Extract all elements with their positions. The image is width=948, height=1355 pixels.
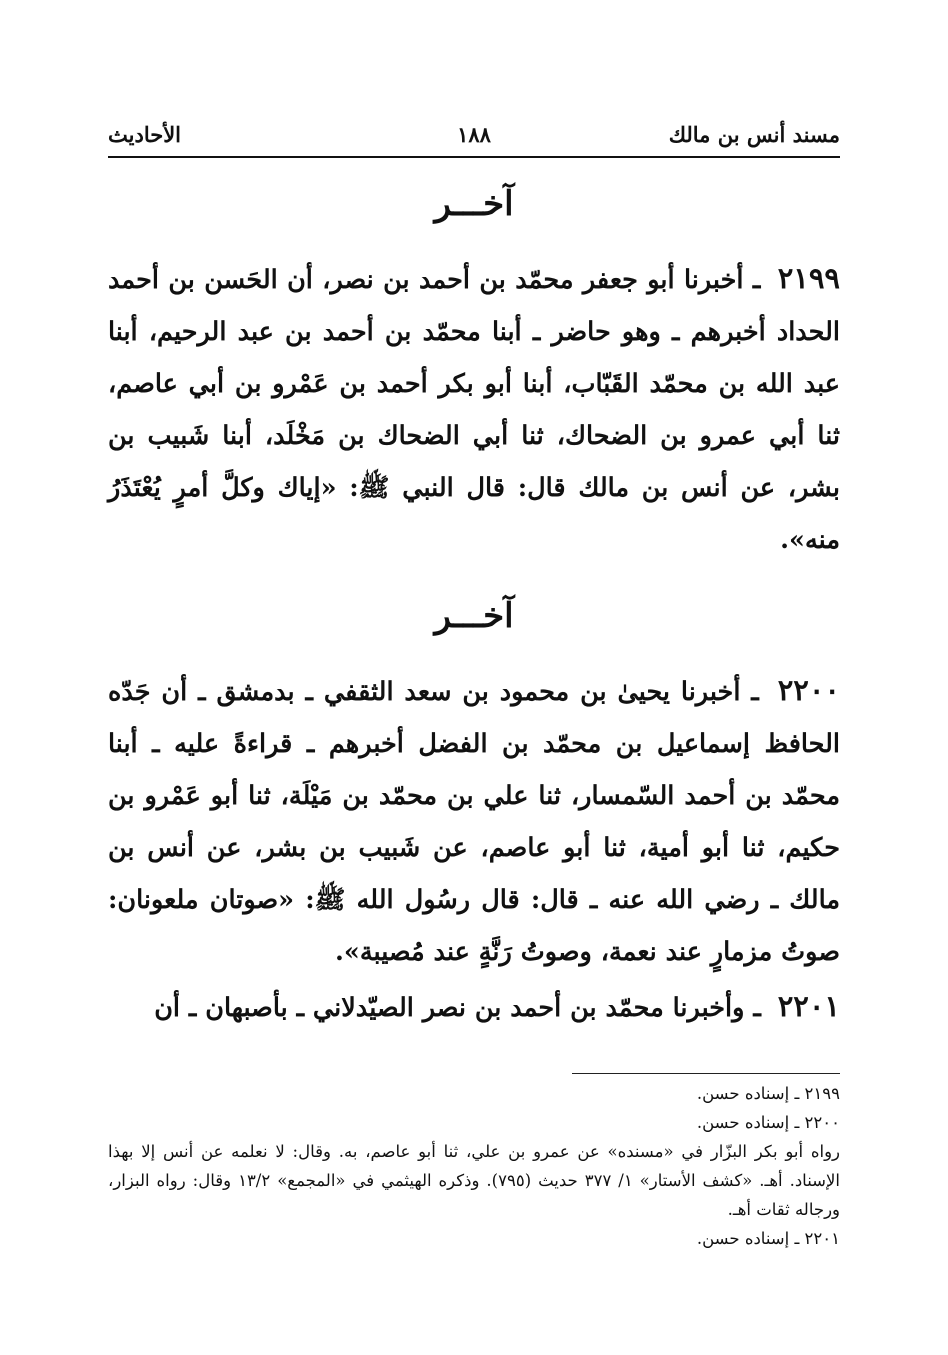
hadith-text: ـ أخبرنا يحيىٰ بن محمود بن سعد الثقفي ـ بدمشق ـ أن جَدّه الحافظ إسماعيل بن محمّد بن الفضل أخبرهم ـ قراءةً عليه ـ أبنا محمّد بن أحمد السّمسار، ثنا علي بن محمّد بن مَيْلَة، ثنا أبو عَمْرو بن حكيم، ثنا أبو أمية، ثنا أبو عاصم، عن شَبيب بن بشر، عن أنس بن مالك ـ رضي الله عنه ـ قال: قال رسُول الله ﷺ: «صوتان ملعونان: صوتُ مزمارٍ عند نعمة، وصوتُ رَنَّةٍ عند مُصيبة». [108, 677, 840, 967]
footnote-divider [572, 1073, 840, 1074]
page-number: ١٨٨ [457, 122, 491, 147]
header-book-title: مسند أنس بن مالك [668, 122, 840, 147]
footnote-detail: رواه أبو بكر البزّار في «مسنده» عن عمرو بن علي، ثنا أبو عاصم، به. وقال: لا نعلمه عن أنس إلا بهذا الإسناد. أهـ. «كشف الأستار» ١/ ٣٧٧ حديث (٧٩٥). وذكره الهيثمي في «المجمع» ١٣/٢ وقال: رواه البزار، ورجاله ثقات أهـ. [108, 1142, 841, 1219]
hadith-paragraph [108, 980, 840, 1034]
hadith-text: ـ وأخبرنا محمّد بن أحمد بن نصر الصيّدلاني ـ بأصبهان ـ أن [154, 993, 761, 1023]
header-divider [108, 156, 840, 158]
section-heading: آخـــر [434, 184, 514, 224]
footnote: ٢١٩٩ ـ إسناده حسن. [696, 1084, 840, 1103]
hadith-number: ٢٢٠٠ [777, 673, 840, 707]
hadith-paragraph [108, 252, 840, 566]
section-heading: آخـــر [434, 596, 514, 636]
footnote: ٢٢٠٠ ـ إسناده حسن. [696, 1113, 840, 1132]
hadith-number: ٢١٩٩ [777, 261, 840, 295]
hadith-number: ٢٢٠١ [777, 989, 840, 1023]
footnote: ٢٢٠١ ـ إسناده حسن. [696, 1229, 840, 1248]
hadith-paragraph [108, 664, 840, 978]
hadith-text: ـ أخبرنا أبو جعفر محمّد بن أحمد بن نصر، أن الحَسن بن أحمد الحداد أخبرهم ـ وهو حاضر ـ أبنا محمّد بن أحمد بن عبد الرحيم، أبنا عبد الله بن محمّد القَبّاب، أبنا أبو بكر أحمد بن عَمْرو بن أبي عاصم، ثنا أبي عمرو بن الضحاك، ثنا أبي الضحاك بن مَخْلَد، أبنا شَبيب بن بشر، عن أنس بن مالك قال: قال النبي ﷺ: «إياك وكلَّ أمرٍ يُعْتَذَرُ منه». [108, 265, 840, 555]
running-header [108, 118, 840, 150]
header-section-title: الأحاديث [108, 122, 182, 147]
footnotes [108, 1079, 840, 1253]
